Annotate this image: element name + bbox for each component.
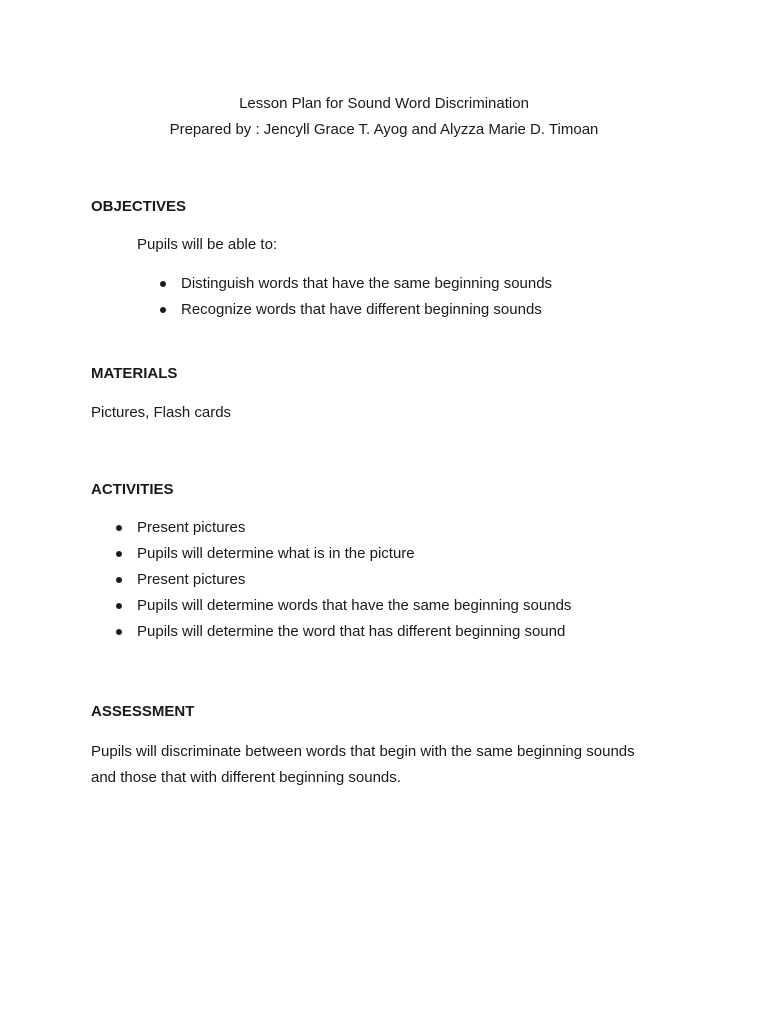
list-item bbox=[137, 570, 571, 596]
objectives-list bbox=[181, 274, 552, 326]
list-item bbox=[181, 300, 552, 326]
activity-text: Present pictures bbox=[137, 571, 246, 588]
materials-text: Pictures, Flash cards bbox=[91, 404, 232, 421]
bullet-icon bbox=[116, 629, 122, 635]
bullet-icon bbox=[116, 603, 122, 609]
assessment-heading: ASSESSMENT bbox=[91, 703, 195, 720]
list-item bbox=[137, 622, 571, 648]
bullet-icon bbox=[116, 525, 122, 531]
bullet-icon bbox=[116, 551, 122, 557]
materials-heading: MATERIALS bbox=[91, 365, 178, 382]
list-item bbox=[137, 596, 571, 622]
objectives-heading: OBJECTIVES bbox=[91, 198, 187, 215]
document-title: Lesson Plan for Sound Word Discrimination bbox=[239, 95, 529, 112]
bullet-icon bbox=[116, 577, 122, 583]
prepared-by-line: Prepared by : Jencyll Grace T. Ayog and Alyzza Marie D. Timoan bbox=[169, 121, 599, 138]
activities-heading: ACTIVITIES bbox=[91, 481, 174, 498]
activity-text: Present pictures bbox=[137, 519, 246, 536]
bullet-icon bbox=[160, 307, 166, 313]
assessment-text: Pupils will discriminate between words that begin with the same beginning sounds and those that with different beginning sounds. bbox=[91, 743, 635, 786]
bullet-icon bbox=[160, 281, 166, 287]
activity-text: Pupils will determine words that have the same beginning sounds bbox=[137, 597, 572, 614]
objective-text: Recognize words that have different beginning sounds bbox=[181, 301, 542, 318]
activity-text: Pupils will determine what is in the picture bbox=[137, 545, 415, 562]
list-item bbox=[137, 518, 571, 544]
activity-text: Pupils will determine the word that has different beginning sound bbox=[137, 623, 566, 640]
list-item bbox=[137, 544, 571, 570]
activities-list bbox=[137, 518, 571, 648]
list-item bbox=[181, 274, 552, 300]
objectives-intro: Pupils will be able to: bbox=[137, 236, 278, 253]
objective-text: Distinguish words that have the same beginning sounds bbox=[181, 275, 553, 292]
